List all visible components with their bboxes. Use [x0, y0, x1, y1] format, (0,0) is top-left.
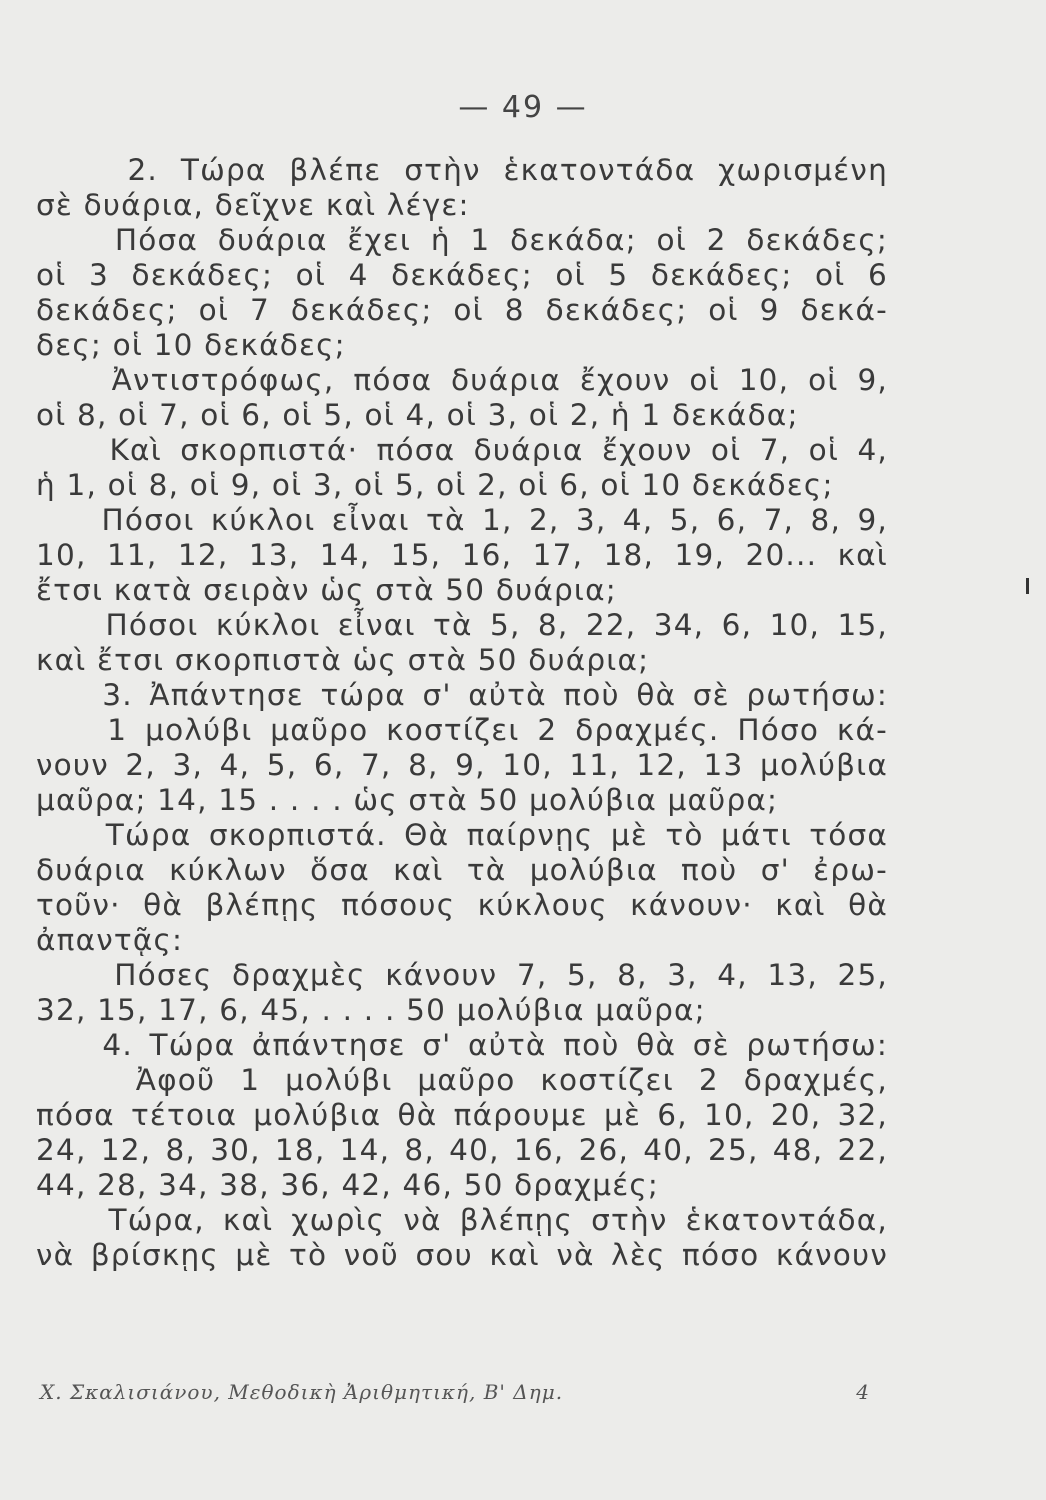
text-line: Τώρα σκορπιστά. Θὰ παίρνῃς μὲ τὸ μάτι τόσα: [36, 818, 888, 852]
text-line: 24, 12, 8, 30, 18, 14, 8, 40, 16, 26, 40, 25, 48, 22,: [36, 1133, 888, 1167]
footer-citation: Χ. Σκαλισιάνου, Μεθοδικὴ Ἀριθμητική, Β' Δημ.: [40, 1380, 564, 1404]
text-line: νὰ βρίσκῃς μὲ τὸ νοῦ σου καὶ νὰ λὲς πόσο κάνουν: [36, 1238, 888, 1272]
text-line: 1 μολύβι μαῦρο κοστίζει 2 δραχμές. Πόσο κά-: [36, 713, 888, 747]
text-line: 10, 11, 12, 13, 14, 15, 16, 17, 18, 19, 20... καὶ: [36, 538, 888, 572]
margin-mark: [1026, 578, 1029, 594]
text-line: δες; οἱ 10 δεκάδες;: [36, 328, 346, 362]
text-line: Καὶ σκορπιστά· πόσα δυάρια ἔχουν οἱ 7, οἱ 4,: [36, 433, 888, 467]
text-line: δυάρια κύκλων ὅσα καὶ τὰ μολύβια ποὺ σ' ἐρω-: [36, 853, 888, 887]
text-line: ἀπαντᾷς:: [36, 923, 184, 957]
body-text: [36, 153, 888, 1273]
page-number: — 49 —: [458, 90, 588, 125]
text-line: οἱ 3 δεκάδες; οἱ 4 δεκάδες; οἱ 5 δεκάδες; οἱ 6: [36, 258, 888, 292]
text-line: τοῦν· θὰ βλέπῃς πόσους κύκλους κάνουν· καὶ θὰ: [36, 888, 888, 922]
text-line: πόσα τέτοια μολύβια θὰ πάρουμε μὲ 6, 10, 20, 32,: [36, 1098, 888, 1132]
text-line: 3. Ἀπάντησε τώρα σ' αὐτὰ ποὺ θὰ σὲ ρωτήσω:: [36, 678, 888, 712]
text-line: 44, 28, 34, 38, 36, 42, 46, 50 δραχμές;: [36, 1168, 659, 1202]
text-line: Ἀφοῦ 1 μολύβι μαῦρο κοστίζει 2 δραχμές,: [36, 1063, 888, 1097]
text-line: οἱ 8, οἱ 7, οἱ 6, οἱ 5, οἱ 4, οἱ 3, οἱ 2, ἡ 1 δεκάδα;: [36, 398, 799, 432]
text-line: ἡ 1, οἱ 8, οἱ 9, οἱ 3, οἱ 5, οἱ 2, οἱ 6, οἱ 10 δεκάδες;: [36, 468, 834, 502]
text-line: ἔτσι κατὰ σειρὰν ὡς στὰ 50 δυάρια;: [36, 573, 617, 607]
text-line: καὶ ἔτσι σκορπιστὰ ὡς στὰ 50 δυάρια;: [36, 643, 650, 677]
text-line: 32, 15, 17, 6, 45, . . . . 50 μολύβια μαῦρα;: [36, 993, 706, 1027]
text-line: νουν 2, 3, 4, 5, 6, 7, 8, 9, 10, 11, 12, 13 μολύβια: [36, 748, 888, 782]
page-footer: [40, 1380, 870, 1404]
text-line: 4. Τώρα ἀπάντησε σ' αὐτὰ ποὺ θὰ σὲ ρωτήσω:: [36, 1028, 888, 1062]
text-line: Πόσοι κύκλοι εἶναι τὰ 5, 8, 22, 34, 6, 10, 15,: [36, 608, 888, 642]
signature-mark: 4: [856, 1380, 870, 1404]
text-line: Πόσα δυάρια ἔχει ἡ 1 δεκάδα; οἱ 2 δεκάδες;: [36, 223, 888, 257]
text-line: 2. Τώρα βλέπε στὴν ἑκατοντάδα χωρισμένη: [36, 153, 888, 187]
text-line: μαῦρα; 14, 15 . . . . ὡς στὰ 50 μολύβια μαῦρα;: [36, 783, 779, 817]
text-line: Τώρα, καὶ χωρὶς νὰ βλέπῃς στὴν ἑκατοντάδα,: [36, 1203, 888, 1237]
text-line: σὲ δυάρια, δεῖχνε καὶ λέγε:: [36, 188, 470, 222]
text-line: δεκάδες; οἱ 7 δεκάδες; οἱ 8 δεκάδες; οἱ 9 δεκά-: [36, 293, 888, 327]
text-line: Ἀντιστρόφως, πόσα δυάρια ἔχουν οἱ 10, οἱ 9,: [36, 363, 888, 397]
text-line: Πόσες δραχμὲς κάνουν 7, 5, 8, 3, 4, 13, 25,: [36, 958, 888, 992]
text-line: Πόσοι κύκλοι εἶναι τὰ 1, 2, 3, 4, 5, 6, 7, 8, 9,: [36, 503, 888, 537]
